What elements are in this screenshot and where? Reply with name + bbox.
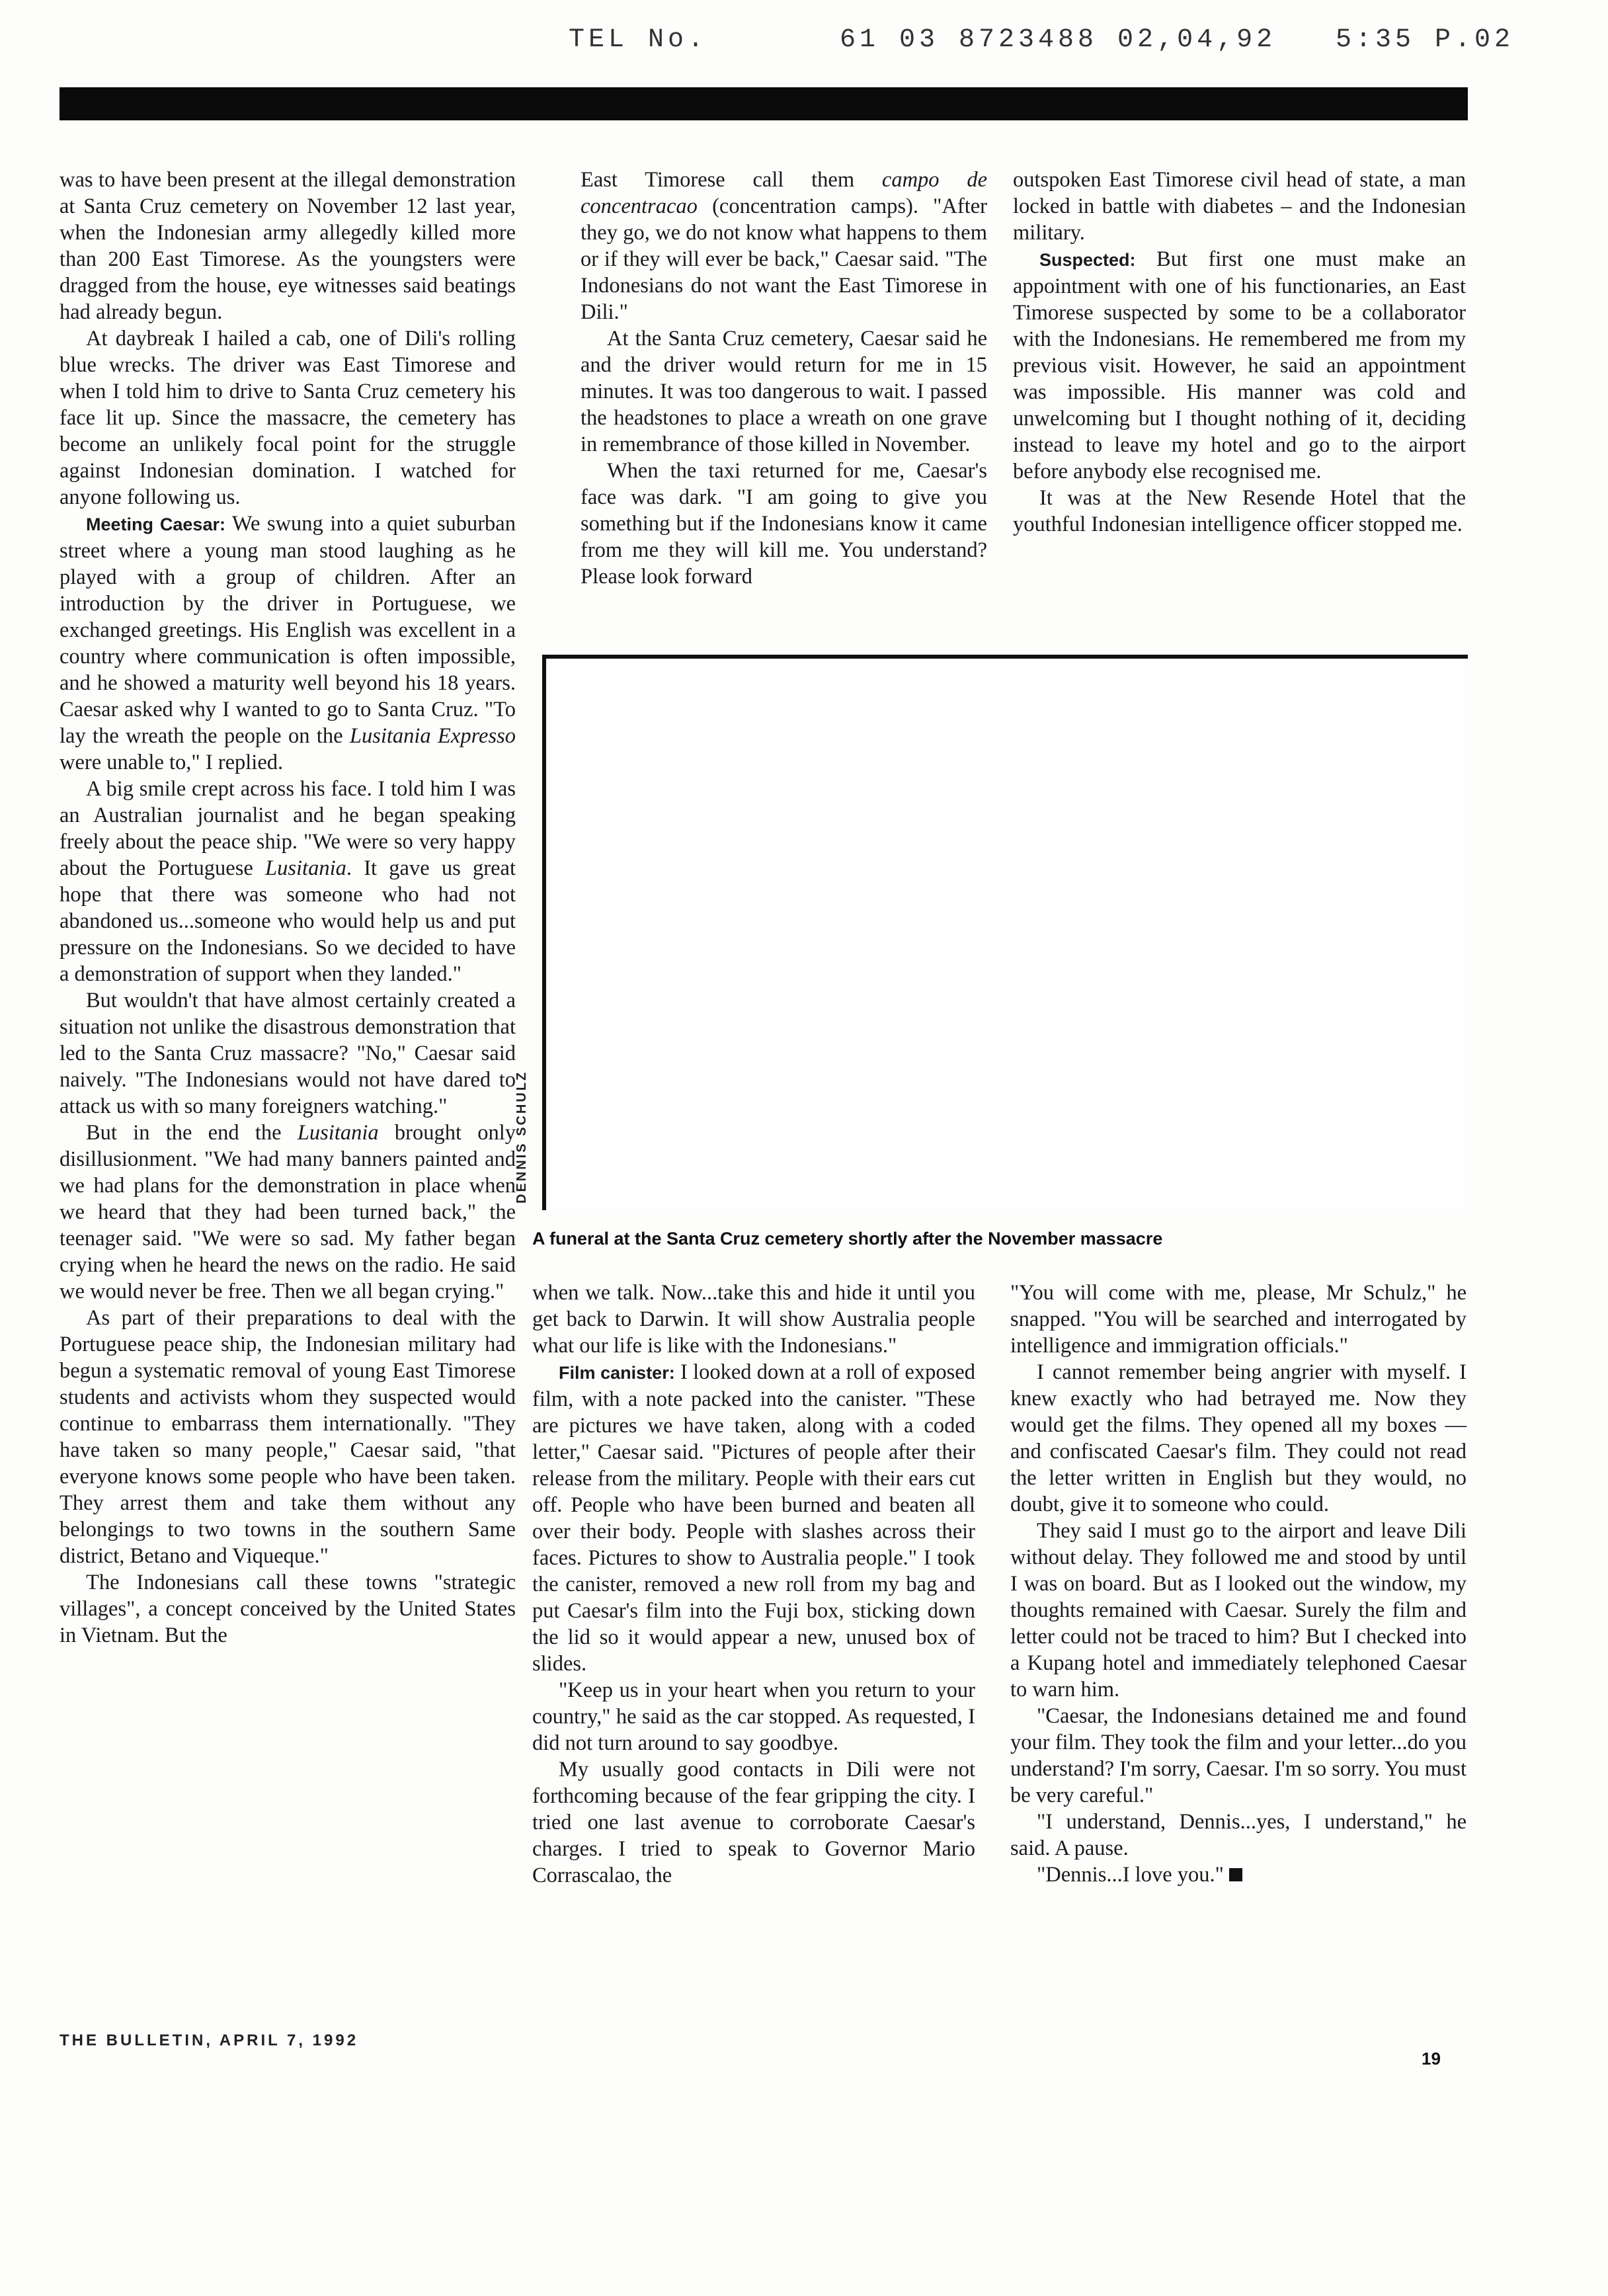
- photo-credit: DENNIS SCHULZ: [514, 1070, 529, 1204]
- fax-tel-label: TEL No.: [569, 25, 708, 55]
- paragraph: It was at the New Resende Hotel that the youthful Indonesian intelligence officer stopped me.: [1013, 486, 1466, 536]
- paragraph: When the taxi returned for me, Caesar's face was dark. "I am going to give you something but if the Indonesians know it came from me they will kill me. You understand? Please look forward: [581, 459, 987, 589]
- paragraph: "You will come with me, please, Mr Schulz," he snapped. "You will be searched and interrogated by intelligence and immigration officials.": [1010, 1281, 1467, 1358]
- header-rule: [60, 87, 1468, 120]
- column-1: [60, 167, 516, 1979]
- paragraph: "Keep us in your heart when you return to your country," he said as the car stopped. As requested, I did not turn around to say goodbye.: [532, 1678, 975, 1755]
- subhead: Film canister:: [559, 1363, 675, 1383]
- paragraph: I cannot remember being angrier with myself. I knew exactly who had betrayed me. Now they would get the films. They opened all my boxes — and confiscated Caesar's film. They could not read the letter written in English but they would, no doubt, give it to someone who could.: [1010, 1360, 1467, 1516]
- paragraph: The Indonesians call these towns "strategic villages", a concept conceived by the United States in Vietnam. But the: [60, 1571, 516, 1647]
- paragraph: Meeting Caesar: We swung into a quiet suburban street where a young man stood laughing as he played with a group of children. After an introduction by the driver in Portuguese, we exchanged greetings. His English was excellent in a country where communication is often impossible, and he showed a maturity well beyond his 18 years. Caesar asked why I wanted to go to Santa Cruz. "To lay the wreath the people on the Lusitania Expresso were unable to," I replied.: [60, 512, 516, 774]
- photo-placeholder: [542, 655, 1468, 1210]
- fax-header: [0, 12, 1608, 58]
- folio-line: THE BULLETIN, APRIL 7, 1992: [60, 2031, 359, 2049]
- fax-number-date: 61 03 8723488 02,04,92: [840, 25, 1277, 55]
- paragraph: "Caesar, the Indonesians detained me and found your film. They took the film and your letter...do you understand? I'm sorry, Caesar. I'm so sorry. You must be very careful.": [1010, 1704, 1467, 1807]
- subhead: Meeting Caesar:: [86, 514, 225, 534]
- paragraph: was to have been present at the illegal demonstration at Santa Cruz cemetery on November 12 last year, when the Indonesian army allegedly killed more than 200 East Timorese. As the youngsters were dragged from the house, eye witnesses said beatings had already begun.: [60, 168, 516, 324]
- paragraph: As part of their preparations to deal with the Portuguese peace ship, the Indonesian military had begun a systematic removal of young East Timorese students and activists whom they suspected would continue to embarrass them internationally. "They have taken so many people," Caesar said, "that everyone knows some people who have been taken. They arrest them and take them without any belongings to two towns in the southern Same district, Betano and Viqueque.": [60, 1306, 516, 1568]
- paragraph: They said I must go to the airport and leave Dili without delay. They followed me and stood by until I was on board. But as I looked out the window, my thoughts remained with Caesar. Surely the film and letter could not be traced to him? But I checked into a Kupang hotel and immediately telephoned Caesar to warn him.: [1010, 1519, 1467, 1702]
- column-2-bottom: [532, 1280, 975, 1994]
- column-3-bottom: [1010, 1280, 1467, 1994]
- italic-title: Lusitania: [265, 856, 346, 880]
- paragraph: Suspected: But first one must make an appointment with one of his functionaries, an East Timorese suspected by some to be a collaborator with the Indonesians. He remembered me from my previous visit. However, he said an appointment was impossible. His manner was cold and unwelcoming but I thought nothing of it, deciding instead to leave my hotel and go to the airport before anybody else recognised me.: [1013, 247, 1466, 483]
- italic-title: Lusitania Expresso: [349, 724, 516, 748]
- paragraph: outspoken East Timorese civil head of state, a man locked in battle with diabetes – and the Indonesian military.: [1013, 168, 1466, 245]
- photo-caption: A funeral at the Santa Cruz cemetery shortly after the November massacre: [532, 1229, 1163, 1249]
- column-3-top: [1013, 167, 1466, 630]
- paragraph: But in the end the Lusitania brought only disillusionment. "We had many banners painted and we had plans for the demonstration in place when we heard that they had been turned back," the teenager said. "We were so sad. My father began crying when he heard the news on the radio. He said we would never be free. Then we all began crying.": [60, 1121, 516, 1303]
- paragraph: My usually good contacts in Dili were not forthcoming because of the fear gripping the city. I tried one last avenue to corroborate Caesar's charges. I tried to speak to Governor Mario Corrascalao, the: [532, 1758, 975, 1887]
- subhead: Suspected:: [1039, 250, 1136, 270]
- paragraph: At the Santa Cruz cemetery, Caesar said he and the driver would return for me in 15 minutes. It was too dangerous to wait. I passed the headstones to place a wreath on one grave in remembrance of those killed in November.: [581, 327, 987, 456]
- paragraph: "I understand, Dennis...yes, I understand," he said. A pause.: [1010, 1810, 1467, 1860]
- fax-time-page: 5:35 P.02: [1336, 25, 1515, 55]
- page-number: 19: [1422, 2049, 1441, 2069]
- paragraph: A big smile crept across his face. I told him I was an Australian journalist and he began speaking freely about the peace ship. "We were so very happy about the Portuguese Lusitania. It gave us great hope that there was someone who had not abandoned us...someone who would help us and put pressure on the Indonesians. So we decided to have a demonstration of support when they landed.": [60, 777, 516, 986]
- italic-title: campo de concentracao: [581, 168, 987, 218]
- end-mark-icon: [1229, 1868, 1242, 1881]
- paragraph: At daybreak I hailed a cab, one of Dili's rolling blue wrecks. The driver was East Timorese and when I told him to drive to Santa Cruz cemetery his face lit up. Since the massacre, the cemetery has become an unlikely focal point for the struggle against Indonesian domination. I watched for anyone following us.: [60, 327, 516, 509]
- column-2-top: [581, 167, 987, 630]
- paragraph: Film canister: I looked down at a roll of exposed film, with a note packed into the canister. "These are pictures we have taken, along with a coded letter," Caesar said. "Pictures of people after their release from the military. People with their ears cut off. People who have been burned and beaten all over their body. People with slashes across their faces. Pictures to show to Australia people." I took the canister, removed a new roll from my bag and put Caesar's film into the Fuji box, sticking down the lid so it would appear a new, unused box of slides.: [532, 1360, 975, 1676]
- paragraph: "Dennis...I love you.": [1010, 1862, 1467, 1888]
- paragraph: East Timorese call them campo de concentracao (concentration camps). "After they go, we do not know what happens to them or if they will ever be back," Caesar said. "The Indonesians do not want the East Timorese in Dili.": [581, 168, 987, 324]
- paragraph: when we talk. Now...take this and hide it until you get back to Darwin. It will show Australia people what our life is like with the Indonesians.": [532, 1281, 975, 1358]
- paragraph: But wouldn't that have almost certainly created a situation not unlike the disastrous demonstration that led to the Santa Cruz massacre? "No," Caesar said naively. "The Indonesians would not have dared to attack us with so many foreigners watching.": [60, 989, 516, 1118]
- italic-title: Lusitania: [297, 1121, 379, 1145]
